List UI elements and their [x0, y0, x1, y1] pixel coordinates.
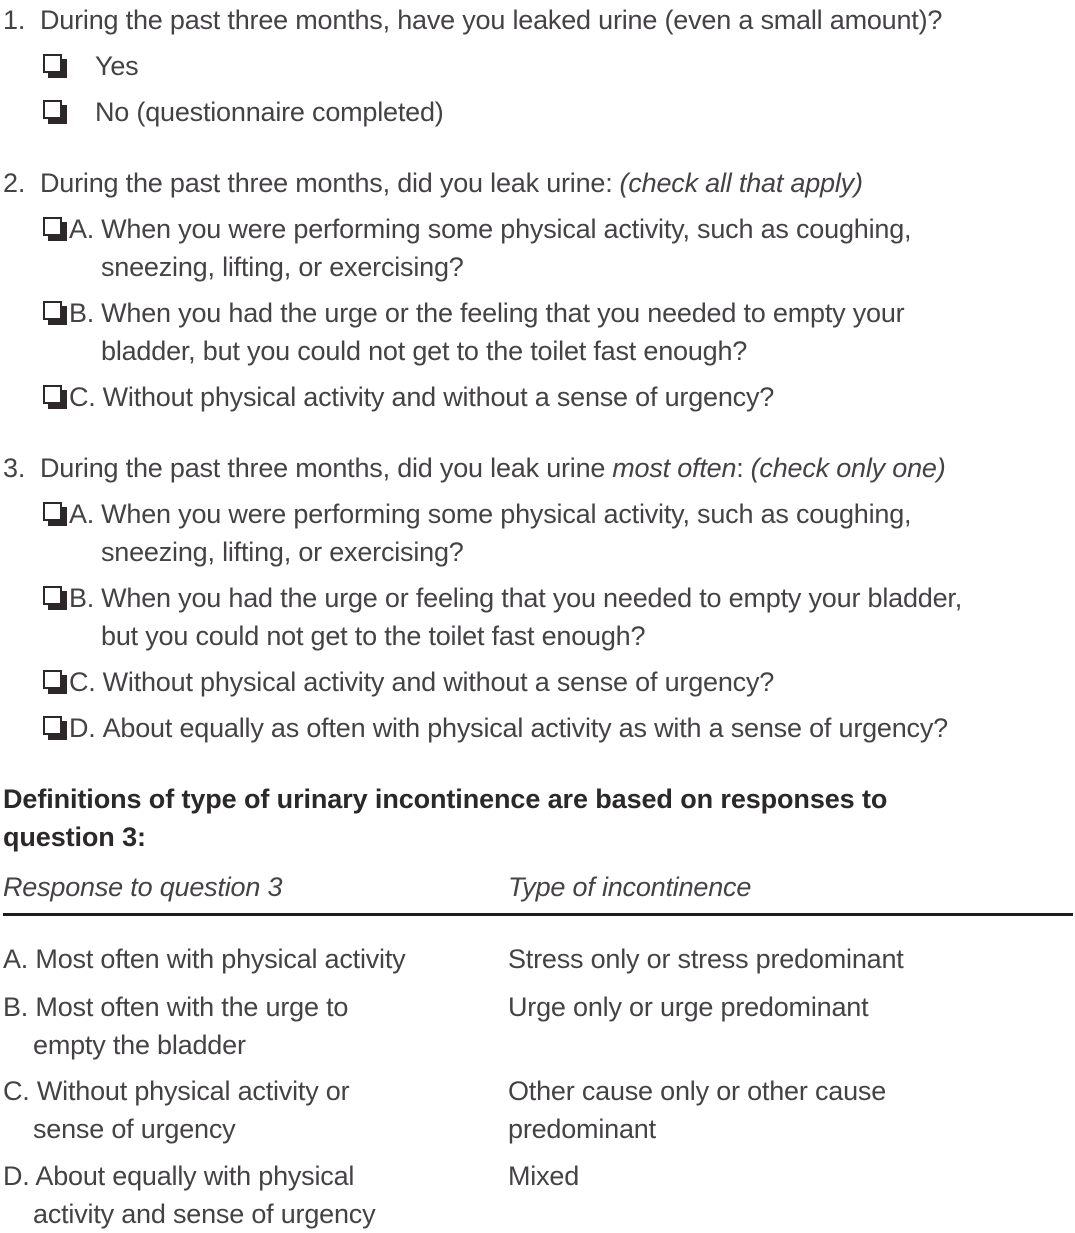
q2-option-b-line1: B. When you had the urge or the feeling that you needed to empty your	[69, 298, 905, 328]
q3-option-c[interactable]	[3, 663, 1073, 701]
definitions-table-header	[3, 868, 1073, 906]
row-a-response: A. Most often with physical activity	[3, 944, 406, 974]
table-header-type: Type of incontinence	[508, 872, 752, 902]
question-3-number: 3.	[3, 453, 26, 483]
q2-option-a-line2: sneezing, lifting, or exercising?	[101, 252, 464, 282]
q2-option-c-letter: C.	[69, 382, 96, 412]
table-row-a	[3, 940, 1073, 978]
q3-option-d[interactable]	[3, 709, 1073, 747]
definitions-heading-line2: question 3:	[3, 822, 146, 852]
question-2-text	[40, 164, 1073, 202]
q3-option-a[interactable]	[3, 495, 1073, 571]
row-d-response-line2: activity and sense of urgency	[33, 1199, 376, 1229]
table-header-rule	[3, 913, 1073, 916]
q1-option-yes[interactable]	[3, 47, 1073, 85]
q1-yes-checkbox-icon[interactable]	[43, 54, 62, 73]
q3-option-c-line1: C. Without physical activity and without a sense of urgency?	[69, 667, 775, 697]
question-3-colon: :	[736, 453, 744, 483]
row-d-type: Mixed	[508, 1161, 580, 1191]
q2-c-checkbox-icon[interactable]	[43, 385, 62, 404]
q2-option-c-line1: C. Without physical activity and without a sense of urgency?	[69, 382, 775, 412]
question-3-text-main: During the past three months, did you leak urine	[40, 453, 606, 483]
q2-option-b[interactable]	[3, 294, 1073, 370]
q3-option-d-letter: D.	[69, 713, 96, 743]
row-b-type: Urge only or urge predominant	[508, 992, 869, 1022]
question-3-text	[40, 449, 1073, 487]
row-b-response-line2: empty the bladder	[33, 1030, 246, 1060]
row-c-response-line2: sense of urgency	[33, 1114, 236, 1144]
q1-option-yes-label: Yes	[95, 51, 139, 81]
q3-option-b-line2: but you could not get to the toilet fast enough?	[101, 621, 646, 651]
table-header-response: Response to question 3	[3, 872, 283, 902]
q2-b-checkbox-icon[interactable]	[43, 301, 62, 320]
row-c-response-line1: C. Without physical activity or	[3, 1076, 350, 1106]
question-2-number: 2.	[3, 168, 26, 198]
question-3	[3, 449, 1073, 487]
row-c-type-line1: Other cause only or other cause	[508, 1076, 887, 1106]
q2-option-a-letter: A.	[69, 214, 95, 244]
q1-option-no-label: No (questionnaire completed)	[95, 97, 444, 127]
row-d-response-line1: D. About equally with physical	[3, 1161, 355, 1191]
q3-option-b-line1: B. When you had the urge or feeling that you needed to empty your bladder,	[69, 583, 963, 613]
q2-option-b-line2: bladder, but you could not get to the toilet fast enough?	[101, 336, 748, 366]
q3-option-c-letter: C.	[69, 667, 96, 697]
row-b-response-line1: B. Most often with the urge to	[3, 992, 349, 1022]
q3-option-b[interactable]	[3, 579, 1073, 655]
question-1-text: During the past three months, have you leaked urine (even a small amount)?	[40, 5, 943, 35]
row-a-type: Stress only or stress predominant	[508, 944, 904, 974]
q3-option-a-line2: sneezing, lifting, or exercising?	[101, 537, 464, 567]
q1-no-checkbox-icon[interactable]	[43, 100, 62, 119]
question-2-text-main: During the past three months, did you leak urine:	[40, 168, 613, 198]
q2-option-b-letter: B.	[69, 298, 95, 328]
q3-d-checkbox-icon[interactable]	[43, 716, 62, 735]
definitions-heading-line1: Definitions of type of urinary incontinence are based on responses to	[3, 784, 888, 814]
question-2-instruction: (check all that apply)	[619, 168, 863, 198]
q3-b-checkbox-icon[interactable]	[43, 586, 62, 605]
q3-option-a-letter: A.	[69, 499, 95, 529]
question-3-emphasis: most often	[612, 453, 737, 483]
q1-option-no[interactable]	[3, 93, 1073, 131]
definitions-heading	[3, 780, 1073, 856]
row-c-type-line2: predominant	[508, 1114, 656, 1144]
q3-option-d-line1: D. About equally as often with physical activity as with a sense of urgency?	[69, 713, 948, 743]
q2-a-checkbox-icon[interactable]	[43, 217, 62, 236]
question-3-instruction: (check only one)	[750, 453, 946, 483]
table-row-c	[3, 1072, 1073, 1148]
q3-a-checkbox-icon[interactable]	[43, 502, 62, 521]
question-1	[3, 1, 1073, 39]
q3-c-checkbox-icon[interactable]	[43, 670, 62, 689]
q2-option-a[interactable]	[3, 210, 1073, 286]
question-2	[3, 164, 1073, 202]
table-row-b	[3, 988, 1073, 1064]
q3-option-a-line1: A. When you were performing some physical activity, such as coughing,	[69, 499, 912, 529]
q2-option-c[interactable]	[3, 378, 1073, 416]
q3-option-b-letter: B.	[69, 583, 95, 613]
question-1-number: 1.	[3, 5, 26, 35]
q2-option-a-line1: A. When you were performing some physical activity, such as coughing,	[69, 214, 912, 244]
